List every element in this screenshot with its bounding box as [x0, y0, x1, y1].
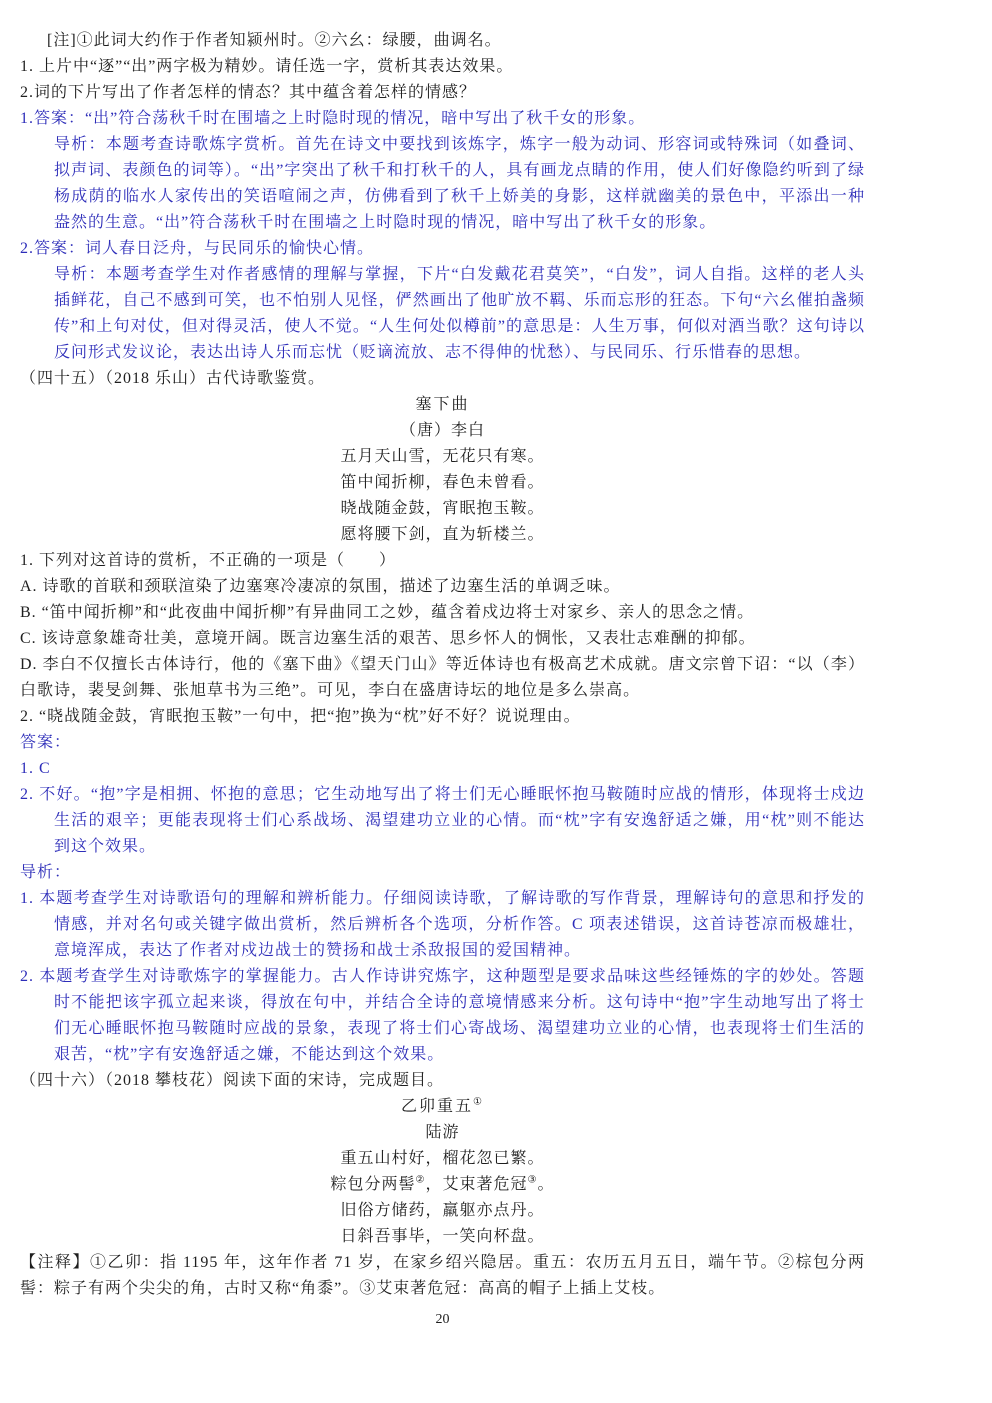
answer-item-1: 1. C	[20, 760, 51, 777]
prev-answer-1: 1.答案：“出”符合荡秋千时在围墙之上时隐时现的情况，暗中写出了秋千女的形象。	[20, 110, 646, 127]
poem-line-1: 五月天山雪，无花只有寒。	[340, 448, 545, 465]
poem-title-text: 乙卯重五	[401, 1098, 474, 1115]
poem-line-4: 日斜吾事毕，一笑向杯盘。	[340, 1228, 545, 1245]
prev-analysis-1: 导析：本题考查诗歌炼字赏析。首先在诗文中要找到该炼字，炼字一般为动词、形容词或特殊词（如叠词、拟声词、表颜色的词等）。“出”字突出了秋千和打秋千的人，具有画龙点睛的作用，使人们好像隐约听到了绿杨成荫的临水人家传出的笑语喧闹之声，仿佛看到了秋千上娇美的身影，这样就幽美的景色中，平添出一种盎然的生意。“出”符合荡秋千时在围墙之上时隐时现的情况，暗中写出了秋千女的形象。	[54, 136, 865, 231]
poem-line-3: 旧俗方储药，羸躯亦点丹。	[340, 1202, 545, 1219]
poem-line-2-text-a: 粽包分两髻	[330, 1176, 416, 1193]
analysis-item-2: 2. 本题考查学生对诗歌炼字的掌握能力。古人作诗讲究炼字，这种题型是要求品味这些经锤炼的字的妙处。答题时不能把该字孤立起来谈，得放在句中，并结合全诗的意境情感来分析。这句诗中“抱”字生动地写出了将士们无心睡眠怀抱马鞍随时应战的景象，表现了将士们心寄战场、渴望建功立业的心情，也表现将士们生活的艰苦，“枕”字有安逸舒适之嫌，不能达到这个效果。	[20, 968, 865, 1063]
footnote-marker-3: ③	[527, 1174, 538, 1186]
option-d: D. 李白不仅擅长古体诗行，他的《塞下曲》《望天门山》等近体诗也有极高艺术成就。唐文宗曾下诏：“以（李）白歌诗，裴旻剑舞、张旭草书为三绝”。可见，李白在盛唐诗坛的地位是多么崇高。	[20, 656, 865, 699]
poem-line-2: 笛中闻折柳，春色未曾看。	[340, 474, 545, 491]
option-a: A. 诗歌的首联和颈联渲染了边塞寒冷凄凉的氛围，描述了边塞生活的单调乏味。	[20, 578, 621, 595]
poem-line-2-text-b: ，艾束著危冠	[425, 1176, 528, 1193]
poem-title: 塞下曲	[415, 396, 470, 413]
question-1: 1. 下列对这首诗的赏析，不正确的一项是（ ）	[20, 552, 397, 569]
poem-line-1: 重五山村好，榴花忽已繁。	[340, 1150, 545, 1167]
exercise-45-heading: （四十五）（2018 乐山）古代诗歌鉴赏。	[20, 370, 326, 387]
answer-label: 答案：	[20, 734, 72, 751]
poem-author: 陆游	[425, 1124, 460, 1141]
footnote-marker-2: ②	[415, 1174, 426, 1186]
footnote-line: [注]①此词大约作于作者知颍州时。②六幺：绿腰，曲调名。	[47, 32, 502, 49]
poem-line-2	[20, 1172, 865, 1198]
analysis-label: 导析：	[20, 864, 72, 881]
page-number: 20	[435, 1312, 450, 1327]
analysis-item-1: 1. 本题考查学生对诗歌语句的理解和辨析能力。仔细阅读诗歌，了解诗歌的写作背景，理解诗句的意思和抒发的情感，并对名句或关键字做出赏析，然后辨析各个选项，分析作答。C 项表述错误，这首诗苍凉而极雄壮，意境浑成，表达了作者对戍边战士的赞扬和战士杀敌报国的爱国精神。	[20, 890, 865, 959]
poem-saixiaqu	[20, 392, 865, 548]
prev-question-1: 1. 上片中“逐”“出”两字极为精妙。请任选一字，赏析其表达效果。	[20, 58, 514, 75]
poem-line-4: 愿将腰下剑，直为斩楼兰。	[340, 526, 545, 543]
exercise-46-heading: （四十六）（2018 攀枝花）阅读下面的宋诗，完成题目。	[20, 1072, 445, 1089]
poem-line-2-text-c: 。	[537, 1176, 555, 1193]
prev-question-2: 2.词的下片写出了作者怎样的情态？其中蕴含着怎样的情感？	[20, 84, 477, 101]
poem-yimao-chongwu	[20, 1094, 865, 1250]
footnote-marker-1: ①	[473, 1096, 484, 1108]
poem-line-3: 晓战随金鼓，宵眠抱玉鞍。	[340, 500, 545, 517]
question-2: 2. “晓战随金鼓，宵眠抱玉鞍”一句中，把“抱”换为“枕”好不好？说说理由。	[20, 708, 581, 725]
option-b: B. “笛中闻折柳”和“此夜曲中闻折柳”有异曲同工之妙，蕴含着戍边将士对家乡、亲人的思念之情。	[20, 604, 755, 621]
prev-analysis-2: 导析：本题考查学生对作者感情的理解与掌握，下片“白发戴花君莫笑”，“白发”，词人自指。这样的老人头插鲜花，自己不感到可笑，也不怕别人见怪，俨然画出了他旷放不羁、乐而忘形的狂态。下句“六幺催拍盏频传”和上句对仗，但对得灵活，使人不觉。“人生何处似樽前”的意思是：人生万事，何似对酒当歌？这句诗以反问形式发议论，表达出诗人乐而忘忧（贬谪流放、志不得伸的忧愁）、与民同乐、行乐惜春的思想。	[54, 266, 865, 361]
option-c: C. 该诗意象雄奇壮美，意境开阔。既言边塞生活的艰苦、思乡怀人的惆怅，又表壮志难酬的抑郁。	[20, 630, 756, 647]
poem-notes: 【注释】①乙卯：指 1195 年，这年作者 71 岁，在家乡绍兴隐居。重五：农历五月五日，端午节。②棕包分两髻：粽子有两个尖尖的角，古时又称“角黍”。③艾束著危冠：高高的帽子上插上艾枝。	[20, 1254, 865, 1297]
prev-answer-2: 2.答案：词人春日泛舟，与民同乐的愉快心情。	[20, 240, 375, 257]
page-footer	[20, 1312, 865, 1328]
poem-author: （唐）李白	[399, 422, 485, 439]
page-content	[20, 0, 865, 1302]
answer-item-2: 2. 不好。“抱”字是相拥、怀抱的意思；它生动地写出了将士们无心睡眠怀抱马鞍随时应战的情形，体现将士戍边生活的艰辛；更能表现将士们心系战场、渴望建功立业的心情。而“枕”字有安逸舒适之嫌，用“枕”则不能达到这个效果。	[20, 786, 865, 855]
poem-title	[20, 1094, 865, 1120]
